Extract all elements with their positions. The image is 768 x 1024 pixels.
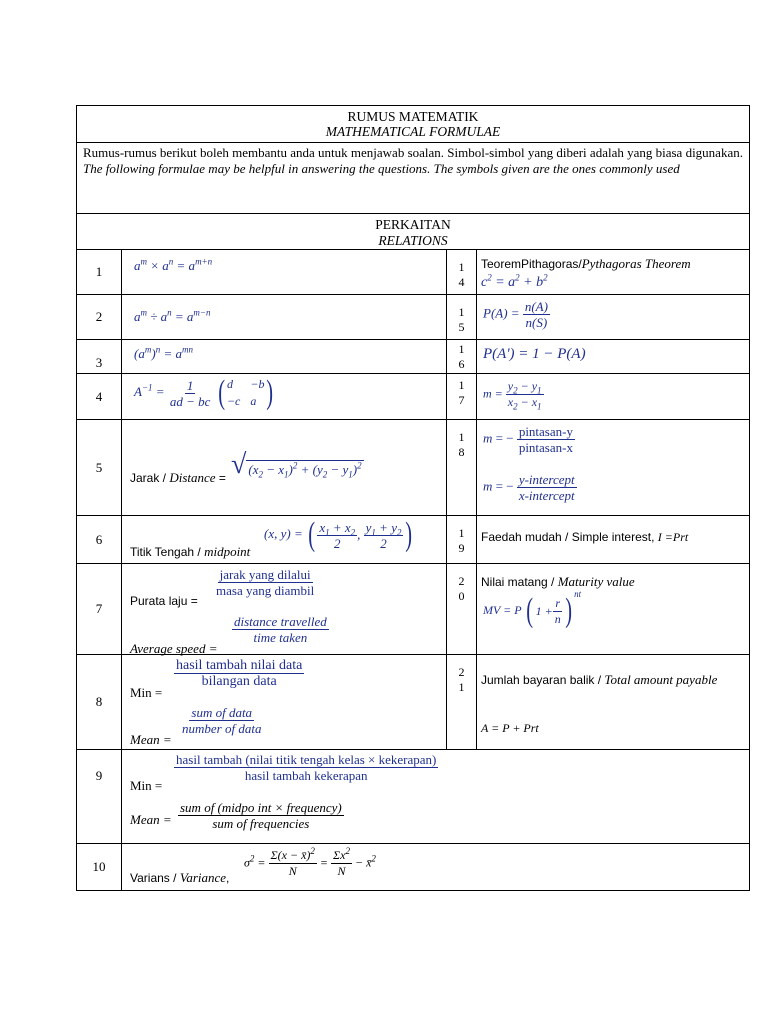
formula-intercept-gradient: m = − $\frac{\text{pintasan-y}}{\text{pintasan-x}}$ m = − $\frac{\text{y-intercept}}{\text{x-intercept}}$ <box>477 420 750 516</box>
formula-mean-grouped: Min = $\frac{\text{hasil tambah (nilai titik tengah kelas × kekerapan)}}{\text{hasil tambah kekerapan}}$ Mean = $\frac{\text{sum of (midpo int × frequency)}}{\text{sum of frequencies}}$ <box>122 750 750 844</box>
formula-average-speed: Purata laju = $\frac{\text{jarak yang dilalui}}{\text{masa yang diambil}}$ Average speed = $\frac{\text{distance travelled}}{\text{time taken}}$ <box>122 564 447 655</box>
variance-label-en: Variance <box>179 870 227 885</box>
intro-ms: Rumus-rumus berikut boleh membantu anda untuk menjawab soalan. Simbol-simbol yang diberi adalah yang biasa digunakan. <box>83 145 743 160</box>
row-number: 1 5 <box>447 295 477 340</box>
row-number: 7 <box>77 564 122 655</box>
row-number: 1 4 <box>447 250 477 295</box>
title-cell <box>77 106 750 143</box>
speed-en-bottom: time taken <box>253 630 308 645</box>
formula-index-divide: $a^m \div a^n = a^{m-n}$ <box>122 295 447 340</box>
maturity-label-ms: Nilai matang <box>481 575 548 589</box>
formula-variance: Varians / Variance, $\sigma^2$ = $\frac{\Sigma(x - x̄)^2}{N}$ = $\frac{\Sigma x^2}{N}$ − x̄$^2$ <box>122 844 750 891</box>
formula-index-multiply: $a^m \times a^n = a^{m+n}$ <box>122 250 447 295</box>
mean-en-bottom: number of data <box>182 721 262 736</box>
formula-probability: P(A) = $\frac{n(A)}{n(S)}$ <box>477 295 750 340</box>
grouped-ms-top: hasil tambah (nilai titik tengah kelas × kekerapan) <box>176 752 437 767</box>
formula-pythagoras: TeoremPithagoras/Pythagoras Theorem $c^2 = a^2 + b^2$ <box>477 250 750 295</box>
mean-label-ms: Min <box>130 685 152 700</box>
mean-ms-top: hasil tambah nilai data <box>176 658 303 673</box>
speed-ms-bottom: masa yang diambil <box>216 583 315 598</box>
mean-en-top: sum of data <box>191 705 253 720</box>
intro-en: The following formulae may be helpful in answering the questions. The symbols given are the ones commonly used <box>83 161 680 176</box>
row-number: 1 9 <box>447 516 477 564</box>
formula-sheet <box>76 105 749 891</box>
title-en: MATHEMATICAL FORMULAE <box>325 124 501 139</box>
midpoint-label-en: midpoint <box>204 544 251 559</box>
mean-label-en: Mean <box>130 732 160 747</box>
row-number: 8 <box>77 655 122 750</box>
row-number: 6 <box>77 516 122 564</box>
row-number: 2 0 <box>447 564 477 655</box>
row-number: 1 <box>77 250 122 295</box>
formula-mean-ungrouped: Min = $\frac{\text{hasil tambah nilai data}}{\text{bilangan data}}$ Mean = $\frac{\text{sum of data}}{\text{number of data}}$ <box>122 655 447 750</box>
speed-label-en: Average speed <box>130 641 206 656</box>
formula-simple-interest <box>477 516 750 564</box>
row-number: 4 <box>77 374 122 420</box>
intercept-en-top: y-intercept <box>518 472 575 487</box>
payable-label-en: Total amount payable <box>604 672 718 687</box>
grouped-mean-label-ms: Min <box>130 778 152 793</box>
grouped-ms-bottom: hasil tambah kekerapan <box>244 768 368 783</box>
section-en: RELATIONS <box>378 233 448 248</box>
grouped-en-top: sum of (midpo int × frequency) <box>180 800 342 815</box>
grouped-mean-label-en: Mean <box>130 812 160 827</box>
formula-inverse-matrix: $A^{-1}$ = $\frac{1}{ad - bc}$ ( d −b −c a ) <box>122 374 447 420</box>
simple-interest-formula: I =Prt <box>657 530 689 544</box>
row-number: 5 <box>77 420 122 516</box>
title-ms: RUMUS MATEMATIK <box>347 109 479 124</box>
variance-label-ms: Varians <box>130 871 170 885</box>
midpoint-label-ms: Titik Tengah <box>130 545 195 559</box>
pythagoras-label-ms: TeoremPithagoras <box>481 257 579 271</box>
row-number: 1 7 <box>447 374 477 420</box>
section-heading <box>77 214 750 250</box>
distance-label-ms: Jarak <box>130 471 160 485</box>
formula-index-power: $(a^m)^n = a^{mn}$ <box>122 340 447 374</box>
simple-interest-label: Faedah mudah / Simple interest, <box>481 530 655 544</box>
grouped-en-bottom: sum of frequencies <box>212 816 310 831</box>
row-number: 1 8 <box>447 420 477 516</box>
formula-distance: Jarak / Distance = √ $(x_2 - x_1)^2 + (y_2 - y_1)^2$ <box>122 420 447 516</box>
formula-complement: P(A') = 1 − P(A) <box>477 340 750 374</box>
formula-gradient: m = $\frac{y_2 - y_1}{x_2 - x_1}$ <box>477 374 750 420</box>
intercept-en-bottom: x-intercept <box>518 488 575 503</box>
row-number: 3 <box>77 340 122 374</box>
maturity-label-en: Maturity value <box>557 574 635 589</box>
formula-midpoint: Titik Tengah / midpoint (x, y) = ( $\frac{x_1 + x_2}{2}$ , $\frac{y_1 + y_2}{2}$ ) <box>122 516 447 564</box>
mean-ms-bottom: bilangan data <box>201 674 277 689</box>
intro-cell <box>77 143 750 214</box>
payable-formula: A = P + Prt <box>481 721 539 735</box>
section-ms: PERKAITAN <box>375 217 451 232</box>
intercept-ms-top: pintasan-y <box>518 424 573 439</box>
speed-en-top: distance travelled <box>234 614 327 629</box>
row-number: 10 <box>77 844 122 891</box>
pythagoras-label-en: Pythagoras Theorem <box>581 256 691 271</box>
row-number: 2 <box>77 295 122 340</box>
speed-label-ms: Purata laju <box>130 594 188 608</box>
row-number: 9 <box>77 750 122 844</box>
distance-label-en: Distance <box>169 470 216 485</box>
intercept-ms-bottom: pintasan-x <box>518 440 573 455</box>
speed-ms-top: jarak yang dilalui <box>219 567 311 582</box>
row-number: 1 6 <box>447 340 477 374</box>
payable-label-ms: Jumlah bayaran balik <box>481 673 595 687</box>
formula-total-payable: Jumlah bayaran balik / Total amount payable A = P + Prt <box>477 655 750 750</box>
row-number: 2 1 <box>447 655 477 750</box>
formula-maturity-value: Nilai matang / Maturity value MV = P ( 1 + $\frac{r}{n}$ ) $^{nt}$ <box>477 564 750 655</box>
